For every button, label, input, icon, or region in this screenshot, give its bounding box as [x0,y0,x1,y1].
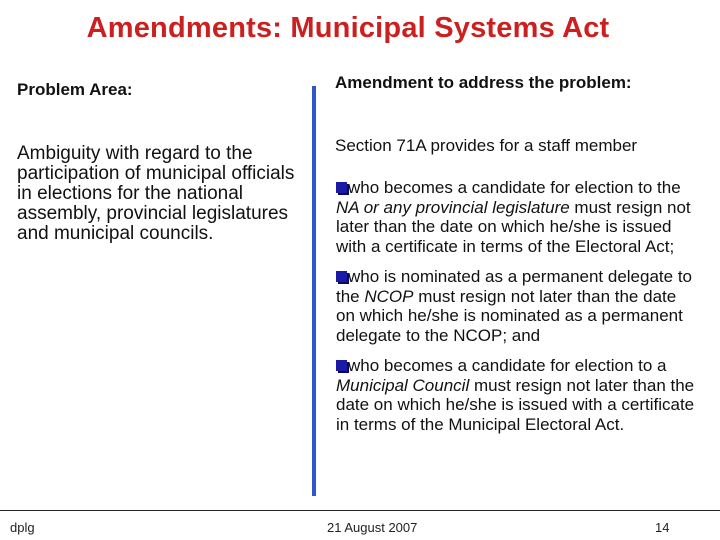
list-item [336,267,696,345]
bullet-text-post: must resign not later than the date on which he/she is issued with a certificate in terms of the Municipal Electoral Act. [336,375,695,434]
problem-area-text: Ambiguity with regard to the participation of municipal officials in elections for the national assembly, provincial legislatures and municipal councils. [17,143,295,244]
bullet-text-emphasis: NA or any provincial legislature [336,197,570,217]
bullet-text-pre: who becomes a candidate for election to the [348,178,681,197]
square-bullet-icon [336,271,347,282]
amendment-intro: Section 71A provides for a staff member [335,136,638,155]
problem-area-heading: Problem Area: [17,80,133,99]
bullet-text-post: must resign not later than the date on which he/she is issued with a certificate in terms of the Electoral Act; [336,197,691,256]
bullet-text-emphasis: NCOP [364,286,414,306]
column-divider [312,86,316,496]
page-number: 14 [655,520,670,535]
bullet-text-pre: who is nominated as a permanent delegate to the [336,267,693,306]
bullet-text-post: must resign not later than the date on which he/she is nominated as a permanent delegate to the NCOP; and [336,286,683,345]
bullet-text-pre: who becomes a candidate for election to a [348,356,667,375]
square-bullet-icon [336,182,347,193]
list-item [336,178,696,256]
footer-organization: dplg [10,520,35,535]
footer-date: 21 August 2007 [327,520,418,535]
bullet-text-emphasis: Municipal Council [336,375,470,395]
amendment-heading: Amendment to address the problem: [335,73,632,92]
amendment-bullets [336,178,696,445]
list-item [336,356,696,434]
page-title: Amendments: Municipal Systems Act [86,12,610,44]
footer-divider [0,510,720,511]
square-bullet-icon [336,360,347,371]
